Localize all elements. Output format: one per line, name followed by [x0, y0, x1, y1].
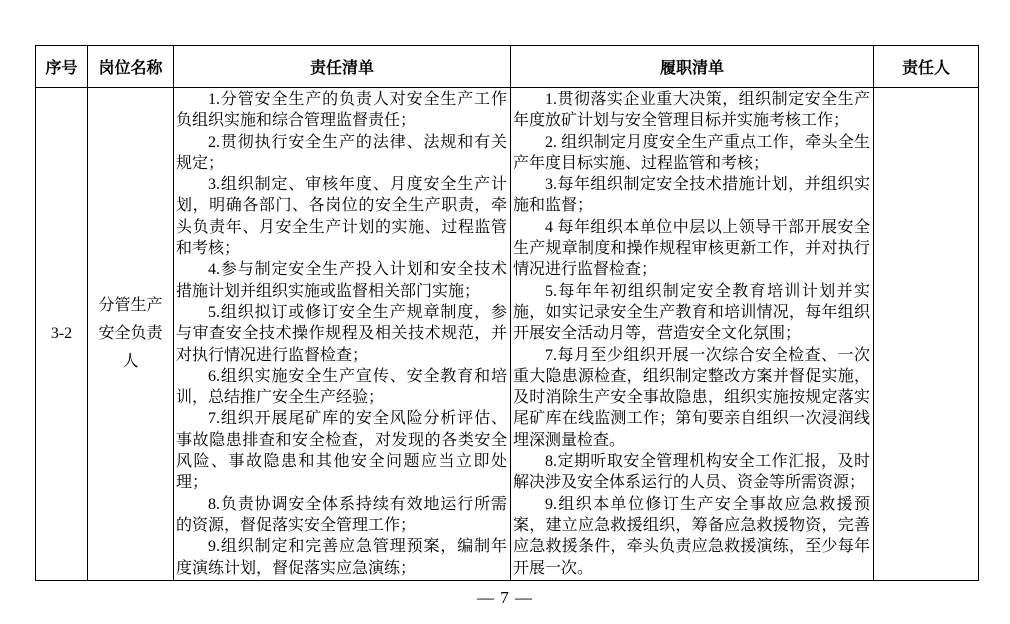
responsibility-item: 7.组织开展尾矿库的安全风险分析评估、事故隐患排查和安全检查，对发现的各类安全风险、事故隐患和其他安全问题应当立即处理； [176, 410, 507, 492]
duty-table [35, 45, 979, 581]
duty-item: 4 每年组织本单位中层以上领导干部开展安全生产规章制度和操作规程审核更新工作，并对执行情况进行监督检查； [513, 218, 870, 279]
col-header-responsibility-list: 责任清单 [174, 46, 511, 88]
col-header-responsible-person: 责任人 [874, 46, 979, 88]
responsibility-item: 3.组织制定、审核年度、月度安全生产计划，明确各部门、各岗位的安全生产职责，牵头负责年、月安全生产计划的实施、过程监管和考核； [176, 176, 507, 258]
duty-item: 5.每年年初组织制定安全教育培训计划并实施，如实记录安全生产教育和培训情况，每年组织开展安全活动月等，营造安全文化氛围； [513, 282, 870, 343]
duty-item: 2. 组织制定月度安全生产重点工作，牵头全生产年度目标实施、过程监管和考核； [513, 133, 870, 172]
cell-responsible-person [874, 88, 979, 581]
duty-item: 8.定期听取安全管理机构安全工作汇报，及时解决涉及安全体系运行的人员、资金等所需资源； [513, 453, 870, 492]
responsibility-item: 1.分管安全生产的负责人对安全生产工作负组织实施和综合管理监督责任； [176, 91, 507, 130]
responsibility-item: 9.组织制定和完善应急管理预案，编制年度演练计划，督促落实应急演练； [176, 538, 507, 577]
cell-duty-list [511, 88, 874, 581]
col-header-position: 岗位名称 [88, 46, 174, 88]
cell-position-name: 分管生产安全负责人 [88, 88, 174, 581]
col-header-serial: 序号 [36, 46, 88, 88]
table-header-row [36, 46, 979, 88]
cell-serial-number: 3-2 [36, 88, 88, 581]
page-number: — 7 — [477, 588, 533, 607]
responsibility-item: 6.组织实施安全生产宣传、安全教育和培训，总结推广安全生产经验； [176, 367, 507, 407]
responsibility-item: 4.参与制定安全生产投入计划和安全技术措施计划并组织实施或监督相关部门实施； [176, 261, 507, 300]
responsibility-item: 8.负责协调安全体系持续有效地运行所需的资源，督促落实安全管理工作； [176, 495, 507, 534]
table-row [36, 88, 979, 581]
responsibility-item: 2.贯彻执行安全生产的法律、法规和有关规定； [176, 133, 507, 172]
duty-item: 1.贯彻落实企业重大决策，组织制定安全生产年度放矿计划与安全管理目标并实施考核工作； [513, 91, 870, 130]
duty-item: 9.组织本单位修订生产安全事故应急救援预案，建立应急救援组织，筹备应急救援物资，完善应急救援条件，牵头负责应急救援演练，至少每年开展一次。 [513, 495, 870, 577]
responsibility-item: 5.组织拟订或修订安全生产规章制度，参与审查安全技术操作规程及相关技术规范，并对执行情况进行监督检查； [176, 303, 507, 364]
duty-item: 3.每年组织制定安全技术措施计划，并组织实施和监督； [513, 176, 870, 215]
duty-item: 7.每月至少组织开展一次综合安全检查、一次重大隐患源检查，组织制定整改方案并督促实施，及时消除生产安全事故隐患，组织实施按规定落实尾矿库在线监测工作；第旬要亲自组织一次浸润线埋深测量检查。 [513, 346, 870, 449]
col-header-duty-list: 履职清单 [511, 46, 874, 88]
cell-responsibility-list [174, 88, 511, 581]
